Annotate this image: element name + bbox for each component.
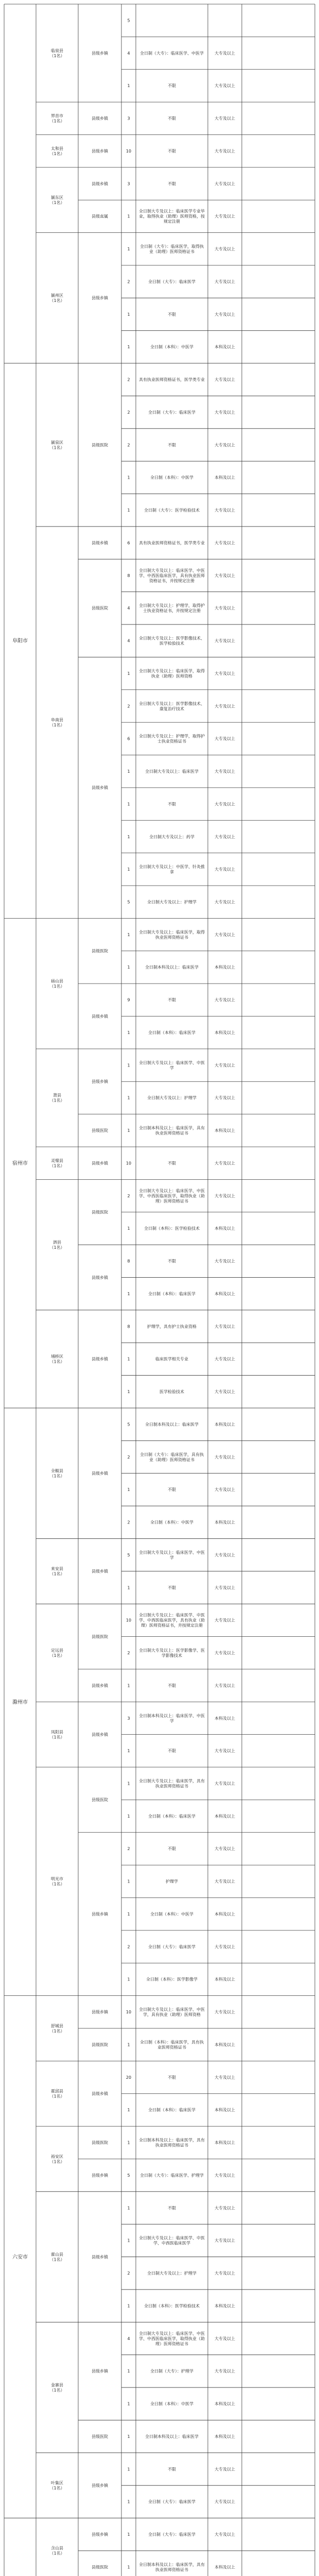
major-cell: 全日制（大专）：医学检验技术 <box>144 508 200 513</box>
type-cell: 县级医院 <box>92 1210 108 1215</box>
count-cell: 4 <box>127 638 130 643</box>
county-cell: 叶集区（1名） <box>49 2480 65 2490</box>
type-cell: 县级乡镇 <box>92 1079 108 1084</box>
count-cell: 2 <box>127 1520 130 1525</box>
education-cell: 本科及以上 <box>215 1128 235 1133</box>
education-cell: 大专及以上 <box>215 2532 235 2537</box>
major-cell: 全日制（大专）：临床医学，取得执业（助理）医师资格证书 <box>140 244 204 255</box>
count-cell: 1 <box>127 1389 130 1395</box>
education-cell: 大专及以上 <box>215 1161 235 1166</box>
type-cell: 县级乡镇 <box>92 2532 108 2537</box>
county-cell: 霍邱县（1名） <box>49 2089 65 2099</box>
major-cell: 全日制大专及以上：临床医学 <box>145 769 199 774</box>
county-cell: 舒城县（1名） <box>49 2023 65 2033</box>
count-cell: 1 <box>127 2108 130 2113</box>
major-cell: 全日制本科及以上：临床医学 <box>145 2434 199 2439</box>
county-cell: 凤阳县（1名） <box>49 1730 65 1740</box>
count-cell: 5 <box>127 1422 130 1427</box>
major-cell: 全日制（大专）：临床医学，具有执业（助理）医师资格证书 <box>140 1452 204 1462</box>
count-cell: 1 <box>127 2140 130 2145</box>
major-cell: 全日制大专及以上：临床医学专业毕业，取得执业（助理）医师资格，按规定注册 <box>139 209 205 224</box>
county-cell: 颍泉区（1名） <box>49 440 65 450</box>
major-cell: 全日制大专及以上：临床医学、中医学、中西医临床医学，具有执业（助理）医师资格证书，并按规定注册 <box>139 1613 205 1628</box>
major-cell: 不限 <box>168 997 176 1003</box>
count-cell: 8 <box>127 1324 130 1329</box>
education-cell: 本科及以上 <box>215 1226 235 1231</box>
education-cell: 大专及以上 <box>215 1749 235 1754</box>
major-cell: 全日制大专及以上：临床医学、中医学、中西医临床医学，取得执业（助理）医师资格证书 <box>139 2331 205 2346</box>
count-cell: 1 <box>127 932 130 937</box>
education-cell: 大专及以上 <box>215 247 235 252</box>
county-cell: 泗县（1名） <box>49 1240 65 1250</box>
education-cell: 本科及以上 <box>215 2140 235 2145</box>
count-cell: 1 <box>127 508 130 513</box>
county-cell: 砀山县（1名） <box>49 978 65 989</box>
education-cell: 大专及以上 <box>215 1552 235 1557</box>
major-cell: 不限 <box>168 116 176 121</box>
education-cell: 大专及以上 <box>215 2369 235 2374</box>
education-cell: 大专及以上 <box>215 867 235 872</box>
education-cell: 大专及以上 <box>215 1389 235 1395</box>
education-cell: 大专及以上 <box>215 410 235 415</box>
education-cell: 大专及以上 <box>215 704 235 709</box>
education-cell: 本科及以上 <box>215 2565 235 2570</box>
major-cell: 全日制本科及以上：临床医学，具有执业医师资格证书 <box>139 2562 205 2572</box>
education-cell: 大专及以上 <box>215 2075 235 2080</box>
major-cell: 全日制（本科）：中医学 <box>150 475 193 480</box>
type-cell: 县级乡镇 <box>92 1732 108 1737</box>
major-cell: 不限 <box>168 2075 176 2080</box>
major-cell: 全日制大专及以上：药学 <box>149 834 194 839</box>
count-cell: 1 <box>127 2401 130 2406</box>
major-cell: 具有执业医师资格证书，医学类专业 <box>139 540 205 546</box>
count-cell: 10 <box>126 1161 132 1166</box>
education-cell: 大专及以上 <box>215 573 235 578</box>
count-cell: 1 <box>127 1585 130 1590</box>
education-cell: 大专及以上 <box>215 606 235 611</box>
count-cell: 2 <box>127 2271 130 2276</box>
education-cell: 本科及以上 <box>215 1520 235 1525</box>
count-cell: 2 <box>127 1944 130 1950</box>
education-cell: 大专及以上 <box>215 2238 235 2243</box>
major-cell: 全日制本科及以上：临床医学 <box>145 1422 199 1427</box>
major-cell: 全日制（大专）：临床医学 <box>148 2499 196 2504</box>
type-cell: 县级乡镇 <box>92 2173 108 2178</box>
education-cell: 大专及以上 <box>215 540 235 546</box>
education-cell: 本科及以上 <box>215 2401 235 2406</box>
major-cell: 不限 <box>168 148 176 154</box>
county-cell: 太和县（1名） <box>49 146 65 156</box>
count-cell: 6 <box>127 540 130 546</box>
major-cell: 不限 <box>168 1161 176 1166</box>
education-cell: 本科及以上 <box>215 2303 235 2309</box>
education-cell: 大专及以上 <box>215 508 235 513</box>
education-cell: 大专及以上 <box>215 312 235 317</box>
major-cell: 全日制（本科）：医学检验技术 <box>144 1226 200 1231</box>
county-cell: 灵璧县（1名） <box>49 1158 65 1168</box>
county-cell: 埇桥区（1名） <box>49 1354 65 1364</box>
count-cell: 1 <box>127 769 130 774</box>
city-cell: 滁州市 <box>12 1699 28 1705</box>
major-cell: 全日制（大专）：临床医学 <box>148 2532 196 2537</box>
major-cell: 全日制大专及以上：医学影像技术、康复治疗技术 <box>139 701 205 711</box>
count-cell: 1 <box>127 1063 130 1068</box>
count-cell: 1 <box>127 2238 130 2243</box>
education-cell: 大专及以上 <box>215 377 235 382</box>
major-cell: 全日制大专及以上：护理学 <box>147 1095 197 1100</box>
count-cell: 2 <box>127 443 130 448</box>
count-cell: 6 <box>127 736 130 741</box>
major-cell: 不限 <box>168 443 176 448</box>
major-cell: 全日制（大专）：临床医学 <box>148 1944 196 1950</box>
education-cell: 本科及以上 <box>215 1291 235 1296</box>
major-cell: 全日制（本科）：医学影像学 <box>146 1977 198 1982</box>
type-cell: 县级医院 <box>92 2140 108 2145</box>
count-cell: 1 <box>127 2532 130 2537</box>
major-cell: 全日制（本科）：中医学 <box>150 1911 193 1917</box>
type-cell: 县级乡镇 <box>92 540 108 546</box>
education-cell: 大专及以上 <box>215 181 235 187</box>
major-cell: 全日制本科及以上：临床医学 <box>145 965 199 970</box>
major-cell: 不限 <box>168 181 176 187</box>
education-cell: 大专及以上 <box>215 900 235 905</box>
count-cell: 2 <box>127 377 130 382</box>
count-cell: 1 <box>127 312 130 317</box>
count-cell: 8 <box>127 1259 130 1264</box>
count-cell: 2 <box>127 410 130 415</box>
education-cell: 大专及以上 <box>215 2336 235 2341</box>
count-cell: 2 <box>127 1454 130 1460</box>
major-cell: 全日制大专及以上：医学影像学、医学影像技术 <box>139 1648 205 1658</box>
major-cell: 全日制本科及以上：临床医学，具有执业医师资格证书 <box>139 2138 205 2148</box>
major-cell: 不限 <box>168 1487 176 1493</box>
education-cell: 本科及以上 <box>215 1030 235 1035</box>
education-cell: 本科及以上 <box>215 1977 235 1982</box>
education-cell: 大专及以上 <box>215 671 235 676</box>
count-cell: 9 <box>127 997 130 1003</box>
education-cell: 大专及以上 <box>215 834 235 839</box>
education-cell: 大专及以上 <box>215 1357 235 1362</box>
education-cell: 大专及以上 <box>215 1944 235 1950</box>
education-cell: 大专及以上 <box>215 1618 235 1623</box>
type-cell: 县级乡镇 <box>92 50 108 56</box>
count-cell: 1 <box>127 1226 130 1231</box>
county-cell: 颍东区（1名） <box>49 195 65 206</box>
education-cell: 大专及以上 <box>215 1193 235 1198</box>
education-cell: 大专及以上 <box>215 1879 235 1884</box>
education-cell: 大专及以上 <box>215 83 235 89</box>
type-cell: 县级乡镇 <box>92 1683 108 1688</box>
count-cell: 3 <box>127 181 130 187</box>
count-cell: 1 <box>127 475 130 480</box>
type-cell: 县级乡镇 <box>92 1471 108 1476</box>
education-cell: 本科及以上 <box>215 2434 235 2439</box>
city-cell: 六安市 <box>12 2255 28 2261</box>
type-cell: 县级乡镇 <box>92 2091 108 2096</box>
education-cell: 大专及以上 <box>215 1454 235 1460</box>
count-cell: 1 <box>127 1814 130 1819</box>
education-cell: 大专及以上 <box>215 1585 235 1590</box>
education-cell: 大专及以上 <box>215 116 235 121</box>
major-cell: 全日制（本科）：临床医学 <box>148 1030 196 1035</box>
education-cell: 大专及以上 <box>215 802 235 807</box>
major-cell: 全日制（本科）：临床医学 <box>148 1814 196 1819</box>
type-cell: 县级乡镇 <box>92 2369 108 2374</box>
education-cell: 大专及以上 <box>215 214 235 219</box>
type-cell: 县级乡镇 <box>92 181 108 187</box>
count-cell: 1 <box>127 1683 130 1688</box>
type-cell: 县级乡镇 <box>92 1161 108 1166</box>
education-cell: 大专及以上 <box>215 1781 235 1786</box>
major-cell: 全日制大专及以上：临床医学、中医学 <box>139 1550 205 1560</box>
education-cell: 本科及以上 <box>215 1911 235 1917</box>
major-cell: 全日制大专及以上：护理学，取得护士执业资格证书，并按规定注册 <box>139 603 205 614</box>
major-cell: 全日制（大专）：临床医学、中医学 <box>140 50 204 56</box>
type-cell: 县级乡镇 <box>92 2010 108 2015</box>
count-cell: 1 <box>127 247 130 252</box>
major-cell: 护理学，具有护士执业资格 <box>147 1324 197 1329</box>
count-cell: 8 <box>127 573 130 578</box>
major-cell: 全日制大专及以上：护理学，取得护士执业资格证书 <box>139 734 205 744</box>
type-cell: 县级乡镇 <box>92 785 108 790</box>
major-cell: 全日制大专及以上：临床医学，取得执业医师资格证书 <box>139 929 205 940</box>
major-cell: 全日制大专及以上：护理学 <box>147 2271 197 2276</box>
count-cell: 2 <box>127 1651 130 1656</box>
education-cell: 本科及以上 <box>215 1814 235 1819</box>
major-cell: 临床医学相关专业 <box>155 1357 188 1362</box>
major-cell: 全日制（本科）：临床医学，具有执业医师资格证书 <box>140 2040 204 2050</box>
education-cell: 大专及以上 <box>215 736 235 741</box>
city-cell: 宿州市 <box>12 1161 28 1167</box>
count-cell: 5 <box>127 2173 130 2178</box>
count-cell: 1 <box>127 2206 130 2211</box>
education-cell: 大专及以上 <box>215 997 235 1003</box>
major-cell: 全日制本科及以上：临床医学，具有执业医师资格证书 <box>139 1126 205 1136</box>
education-cell: 大专及以上 <box>215 1324 235 1329</box>
county-cell: 定远县（1名） <box>49 1648 65 1658</box>
count-cell: 1 <box>127 1487 130 1493</box>
county-cell: 全椒县（1名） <box>49 1468 65 1479</box>
type-cell: 县级乡镇 <box>92 2255 108 2260</box>
count-cell: 1 <box>127 1357 130 1362</box>
education-cell: 大专及以上 <box>215 932 235 937</box>
count-cell: 1 <box>127 2565 130 2570</box>
county-cell: 阜南县（1名） <box>49 717 65 727</box>
major-cell: 不限 <box>168 2467 176 2472</box>
count-cell: 1 <box>127 1977 130 1982</box>
major-cell: 全日制（大专）：护理学 <box>150 2369 193 2374</box>
count-cell: 1 <box>127 1749 130 1754</box>
count-cell: 1 <box>127 671 130 676</box>
count-cell: 4 <box>127 50 130 56</box>
major-cell: 全日制大专及以上：医学影像技术、医学检验技术 <box>139 636 205 646</box>
type-cell: 县级乡镇 <box>92 148 108 154</box>
major-cell: 全日制（本科）：临床医学 <box>148 1291 196 1296</box>
education-cell: 大专及以上 <box>215 638 235 643</box>
major-cell: 不限 <box>168 83 176 89</box>
major-cell: 全日制大专及以上：临床医学、中医学 <box>139 1060 205 1071</box>
count-cell: 4 <box>127 606 130 611</box>
education-cell: 本科及以上 <box>215 1716 235 1721</box>
count-cell: 1 <box>127 345 130 350</box>
major-cell: 不限 <box>168 1846 176 1852</box>
county-cell: 颍州区（1名） <box>49 293 65 303</box>
count-cell: 1 <box>127 1911 130 1917</box>
count-cell: 3 <box>127 116 130 121</box>
county-cell: 来安县（1名） <box>49 1566 65 1577</box>
type-cell: 县级乡镇 <box>92 116 108 121</box>
count-cell: 1 <box>127 1128 130 1133</box>
type-cell: 县级医院 <box>92 2434 108 2439</box>
major-cell: 全日制大专及以上：临床医学、中医学，具有执业（助理）医师资格 <box>139 2007 205 2018</box>
major-cell: 不限 <box>168 312 176 317</box>
type-cell: 县级直属 <box>92 214 108 219</box>
major-cell: 全日制（本科）：中医学 <box>150 2401 193 2406</box>
count-cell: 1 <box>127 802 130 807</box>
education-cell: 本科及以上 <box>215 475 235 480</box>
major-cell: 全日制大专及以上：护理学 <box>147 900 197 905</box>
count-cell: 1 <box>127 2369 130 2374</box>
education-cell: 大专及以上 <box>215 443 235 448</box>
type-cell: 县级医院 <box>92 2565 108 2570</box>
type-cell: 县级乡镇 <box>92 1014 108 1019</box>
count-cell: 5 <box>127 1552 130 1557</box>
major-cell: 全日制大专及以上：临床医学、中医学、中西医临床医学，具有执业医师资格证书，并按规定注册 <box>139 568 205 583</box>
education-cell: 本科及以上 <box>215 2042 235 2047</box>
major-cell: 医学检验技术 <box>160 1389 184 1395</box>
type-cell: 县级医院 <box>92 606 108 611</box>
education-cell: 本科及以上 <box>215 2108 235 2113</box>
major-cell: 不限 <box>168 1259 176 1264</box>
type-cell: 县级医院 <box>92 1128 108 1133</box>
type-cell: 县级医院 <box>92 948 108 954</box>
type-cell: 县级医院 <box>92 1634 108 1639</box>
education-cell: 大专及以上 <box>215 2010 235 2015</box>
major-cell: 全日制（本科）：中医学 <box>150 345 193 350</box>
type-cell: 县级乡镇 <box>92 1357 108 1362</box>
education-cell: 大专及以上 <box>215 148 235 154</box>
major-cell: 全日制大专及以上：临床医学，取得执业（助理）医师资格 <box>139 668 205 679</box>
count-cell: 1 <box>127 1030 130 1035</box>
major-cell: 不限 <box>168 802 176 807</box>
major-cell: 全日制大专及以上：临床医学、中医学、中西医临床医学，取得执业（助理）医师资格证书 <box>139 1188 205 1204</box>
count-cell: 1 <box>127 965 130 970</box>
major-cell: 全日制大专及以上：临床医学、中医学、中西医临床医学 <box>139 2235 205 2246</box>
county-cell: 霍山县（1名） <box>49 2252 65 2262</box>
count-cell: 1 <box>127 83 130 89</box>
type-cell: 县级医院 <box>92 1798 108 1803</box>
count-cell: 2 <box>127 1193 130 1198</box>
major-cell: 不限 <box>168 1585 176 1590</box>
type-cell: 县级乡镇 <box>92 1569 108 1574</box>
major-cell: 护理学 <box>166 1879 178 1884</box>
count-cell: 1 <box>127 2499 130 2504</box>
count-cell: 10 <box>126 2010 132 2015</box>
count-cell: 3 <box>127 1716 130 1721</box>
count-cell: 1 <box>127 2434 130 2439</box>
major-cell: 不限 <box>168 2206 176 2211</box>
major-cell: 全日制本科及以上：临床医学、中医学 <box>139 1713 205 1723</box>
count-cell: 20 <box>126 2075 132 2080</box>
education-cell: 大专及以上 <box>215 1259 235 1264</box>
major-cell: 不限 <box>168 1749 176 1754</box>
education-cell: 大专及以上 <box>215 1095 235 1100</box>
education-cell: 本科及以上 <box>215 345 235 350</box>
major-cell: 不限 <box>168 1683 176 1688</box>
county-cell: 含山县（1名） <box>49 2546 65 2556</box>
education-cell: 本科及以上 <box>215 965 235 970</box>
city-cell: 阜阳市 <box>12 638 28 645</box>
type-cell: 县级医院 <box>92 2042 108 2047</box>
major-cell: 全日制（本科）：医学检验技术 <box>144 2303 200 2309</box>
type-cell: 县级乡镇 <box>92 2483 108 2488</box>
county-cell: 裕安区（1名） <box>49 2154 65 2164</box>
count-cell: 10 <box>126 148 132 154</box>
county-cell: 界首市（1名） <box>49 113 65 124</box>
education-cell: 大专及以上 <box>215 2467 235 2472</box>
type-cell: 县级乡镇 <box>92 1275 108 1280</box>
education-cell: 大专及以上 <box>215 2173 235 2178</box>
count-cell: 1 <box>127 214 130 219</box>
major-cell: 全日制（大专）：临床医学 <box>148 279 196 284</box>
county-cell: 萧县（1名） <box>49 1093 65 1103</box>
education-cell: 本科及以上 <box>215 1422 235 1427</box>
major-cell: 全日制（大专）：临床医学、护理学 <box>140 2173 204 2178</box>
education-cell: 大专及以上 <box>215 1063 235 1068</box>
type-cell: 县级乡镇 <box>92 1911 108 1917</box>
major-cell: 全日制（本科）：中医学 <box>150 1520 193 1525</box>
county-cell: 金寨县（1名） <box>49 2382 65 2393</box>
education-cell: 大专及以上 <box>215 279 235 284</box>
count-cell: 1 <box>127 1291 130 1296</box>
major-cell: 全日制大专及以上：临床医学，具有执业医师资格证书 <box>139 1778 205 1789</box>
type-cell: 县级乡镇 <box>92 296 108 301</box>
type-cell: 县级医院 <box>92 443 108 448</box>
education-cell: 大专及以上 <box>215 1846 235 1852</box>
education-cell: 大专及以上 <box>215 2206 235 2211</box>
major-cell: 全日制（本科）：临床医学 <box>148 2108 196 2113</box>
count-cell: 5 <box>127 900 130 905</box>
count-cell: 1 <box>127 1095 130 1100</box>
count-cell: 5 <box>127 18 130 23</box>
county-cell: 临泉县（1名） <box>49 48 65 58</box>
county-cell: 明光市（1名） <box>49 1876 65 1887</box>
major-cell: 全日制（大专）：临床医学 <box>148 410 196 415</box>
education-cell: 大专及以上 <box>215 2499 235 2504</box>
education-cell: 大专及以上 <box>215 2271 235 2276</box>
count-cell: 2 <box>127 279 130 284</box>
count-cell: 2 <box>127 1846 130 1852</box>
count-cell: 2 <box>127 704 130 709</box>
major-cell: 具有执业医师资格证书，医学类专业 <box>139 377 205 382</box>
education-cell: 大专及以上 <box>215 769 235 774</box>
education-cell: 大专及以上 <box>215 1683 235 1688</box>
count-cell: 1 <box>127 1781 130 1786</box>
count-cell: 1 <box>127 2303 130 2309</box>
education-cell: 大专及以上 <box>215 1651 235 1656</box>
count-cell: 4 <box>127 2336 130 2341</box>
education-cell: 大专及以上 <box>215 50 235 56</box>
education-cell: 大专及以上 <box>215 1487 235 1493</box>
count-cell: 1 <box>127 867 130 872</box>
major-cell: 全日制大专及以上：中医学、针灸推拿 <box>139 865 205 875</box>
count-cell: 1 <box>127 1879 130 1884</box>
count-cell: 1 <box>127 834 130 839</box>
count-cell: 10 <box>126 1618 132 1623</box>
count-cell: 1 <box>127 2042 130 2047</box>
count-cell: 1 <box>127 2467 130 2472</box>
